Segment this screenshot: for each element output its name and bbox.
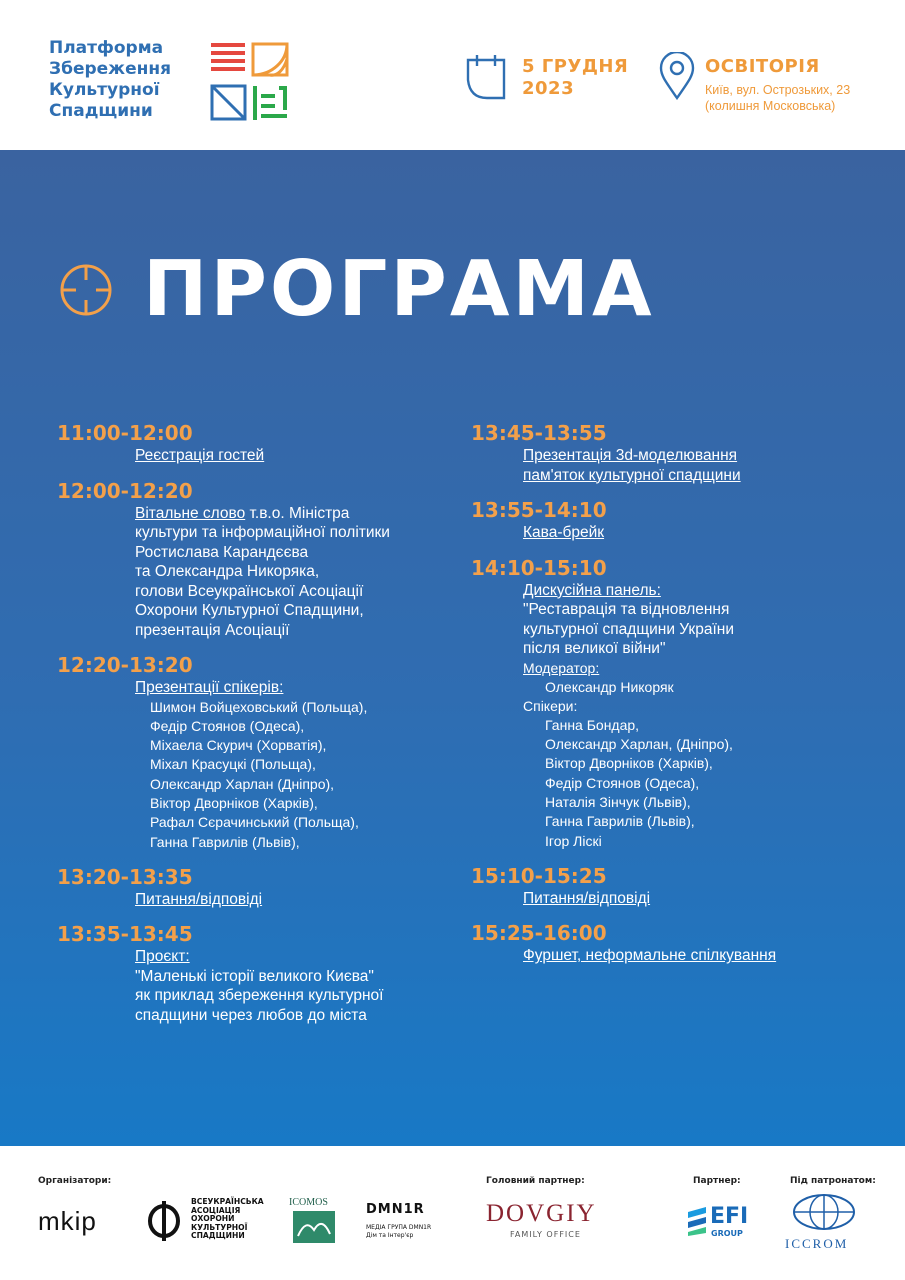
slot-time: 13:35-13:45	[57, 922, 193, 947]
slot-line: "Реставрація та відновлення	[523, 601, 730, 618]
speaker-list	[135, 698, 447, 852]
slot-time: 15:10-15:25	[471, 863, 607, 888]
program-column-right	[471, 420, 881, 978]
speaker-item: Віктор Дворніков (Харків),	[545, 755, 713, 772]
partner-label: Партнер:	[693, 1176, 741, 1186]
slot-line: презентація Асоціації	[135, 621, 290, 639]
slot-body	[57, 504, 447, 641]
event-date-day: 5 ГРУДНЯ	[522, 56, 629, 77]
slot-body	[57, 446, 447, 466]
platform-logo-icon	[210, 42, 290, 122]
speaker-item: Рафал Сєрачинський (Польща),	[150, 814, 359, 831]
slot-time: 13:45-13:55	[471, 421, 607, 445]
program-column-left	[57, 420, 447, 1037]
speaker-item: Ганна Бондар,	[545, 716, 640, 733]
slot-body	[57, 890, 447, 910]
venue-name: ОСВІТОРІЯ	[705, 56, 820, 77]
slot-line: голови Всеукраїнської Асоціації	[135, 582, 364, 600]
slot-line	[135, 504, 447, 524]
platform-name-line: Збереження	[49, 59, 172, 79]
dmnir-logo: DMN1R	[366, 1202, 425, 1217]
slot-line: "Маленькі історії великого Києва"	[135, 967, 374, 985]
program-slot	[57, 921, 447, 1025]
platform-name-line: Платформа	[49, 38, 164, 58]
mkip-logo: mkip	[38, 1206, 97, 1236]
platform-name-line: Спадщини	[49, 101, 153, 121]
slot-line: Ростислава Карандєєва	[135, 543, 309, 561]
event-date-year: 2023	[522, 78, 575, 99]
association-logo-icon	[146, 1201, 182, 1241]
slot-line: як приклад збереження культурної	[135, 987, 384, 1005]
header	[0, 0, 905, 150]
speaker-item: Наталія Зінчук (Львів),	[545, 793, 691, 810]
program-slot	[471, 420, 881, 485]
slot-line: культурної спадщини України	[523, 620, 734, 638]
footer	[0, 1146, 905, 1280]
venue-address-line: (колишня Московська)	[705, 99, 836, 113]
program-slot	[57, 864, 447, 910]
slot-time: 12:20-13:20	[57, 653, 193, 677]
program-slot	[57, 478, 447, 641]
speaker-item: Міхал Красуцкі (Польща),	[150, 756, 316, 773]
slot-time: 14:10-15:10	[471, 555, 607, 580]
patronage-label: Під патронатом:	[790, 1176, 876, 1186]
icomos-logo-text: ICOMOS	[289, 1197, 328, 1208]
efi-logo-sub: GROUP	[711, 1229, 743, 1238]
slot-title: Вітальне слово	[135, 504, 246, 522]
program-slot	[57, 652, 447, 852]
platform-name	[49, 38, 209, 122]
association-logo-line: СПАДЩИНИ	[191, 1231, 245, 1241]
moderator-label: Модератор:	[523, 659, 600, 676]
venue-address	[705, 82, 850, 114]
slot-body	[471, 889, 881, 909]
slot-line: культури та інформаційної політики	[135, 524, 390, 541]
efi-logo-icon	[686, 1206, 708, 1236]
slot-title: Презентація 3d-моделювання	[523, 447, 738, 464]
iccrom-logo-icon	[790, 1192, 858, 1232]
slot-title: Дискусійна панель:	[523, 581, 661, 599]
location-pin-icon	[659, 52, 695, 100]
speaker-item: Олександр Харлан, (Дніпро),	[545, 736, 733, 753]
slot-body	[471, 523, 881, 543]
slot-body	[471, 946, 881, 966]
dovgiy-logo-sub: FAMILY OFFICE	[510, 1230, 581, 1239]
organizers-label: Організатори:	[38, 1176, 112, 1186]
association-logo-text	[191, 1198, 264, 1241]
speaker-item: Міхаела Скурич (Хорватія),	[150, 737, 327, 754]
moderator-name: Олександр Никоряк	[545, 678, 674, 695]
speaker-item: Ігор Ліскі	[545, 832, 602, 849]
slot-line: Охорони Культурної Спадщини,	[135, 602, 364, 619]
slot-title: Реєстрація гостей	[135, 447, 265, 464]
slot-title: Питання/відповіді	[523, 889, 651, 907]
efi-logo: EFI	[710, 1204, 749, 1229]
slot-title: Питання/відповіді	[135, 890, 263, 908]
slot-title: Презентації спікерів:	[135, 679, 284, 696]
calendar-icon	[465, 52, 507, 100]
slot-line: спадщини через любов до міста	[135, 1006, 367, 1024]
speaker-list	[523, 716, 881, 851]
slot-body	[471, 581, 881, 851]
program-panel	[0, 150, 905, 1146]
speaker-item: Ганна Гаврилів (Львів),	[150, 833, 300, 850]
program-slot	[471, 863, 881, 909]
program-slot	[471, 497, 881, 543]
platform-name-line: Культурної	[49, 80, 160, 100]
slot-body	[471, 446, 881, 485]
dovgiy-logo: DOVGIY	[486, 1200, 597, 1227]
slot-line: після великої війни"	[523, 640, 666, 657]
slot-time: 13:20-13:35	[57, 864, 193, 889]
slot-time: 12:00-12:20	[57, 478, 193, 503]
program-slot	[471, 920, 881, 966]
speakers-label: Спікери:	[523, 697, 578, 714]
speaker-item: Федір Стоянов (Одеса),	[150, 717, 305, 734]
crosshair-icon	[58, 262, 114, 318]
iccrom-logo: ICCROM	[785, 1236, 849, 1251]
association-logo-line: ВСЕУКРАЇНСЬКА	[191, 1197, 264, 1206]
slot-text: т.в.о. Міністра	[245, 504, 350, 522]
slot-title: Проєкт:	[135, 948, 190, 966]
event-date	[522, 56, 628, 100]
slot-title: Кава-брейк	[523, 524, 605, 541]
slot-body	[57, 947, 447, 1025]
speaker-item: Олександр Харлан (Дніпро),	[150, 775, 335, 792]
slot-time: 11:00-12:00	[57, 421, 193, 445]
association-logo-line: АСОЦІАЦІЯ	[191, 1205, 241, 1215]
main-partner-label: Головний партнер:	[486, 1176, 585, 1186]
association-logo-line: КУЛЬТУРНОЇ	[191, 1222, 248, 1232]
page-title: ПРОГРАМА	[143, 245, 655, 334]
venue-address-line: Київ, вул. Острозьких, 23	[705, 83, 851, 97]
dmnir-logo-sub: Дім та Інтер'єр	[366, 1232, 414, 1239]
slot-line: та Олександра Никоряка,	[135, 563, 320, 580]
slot-title: пам'яток культурної спадщини	[523, 466, 741, 484]
speaker-item: Шимон Войцеховський (Польща),	[150, 698, 368, 715]
slot-time: 13:55-14:10	[471, 498, 607, 522]
dmnir-logo-sub: МЕДІА ГРУПА DMN1R	[366, 1224, 432, 1231]
program-slot	[57, 420, 447, 466]
association-logo-line: ОХОРОНИ	[191, 1214, 235, 1224]
program-slot	[471, 555, 881, 851]
icomos-logo-icon	[292, 1210, 336, 1244]
slot-time: 15:25-16:00	[471, 921, 607, 946]
speaker-item: Віктор Дворніков (Харків),	[150, 794, 318, 811]
slot-title: Фуршет, неформальне спілкування	[523, 947, 777, 965]
speaker-item: Ганна Гаврилів (Львів),	[545, 813, 695, 830]
slot-body	[57, 678, 447, 852]
speaker-item: Федір Стоянов (Одеса),	[545, 774, 700, 791]
